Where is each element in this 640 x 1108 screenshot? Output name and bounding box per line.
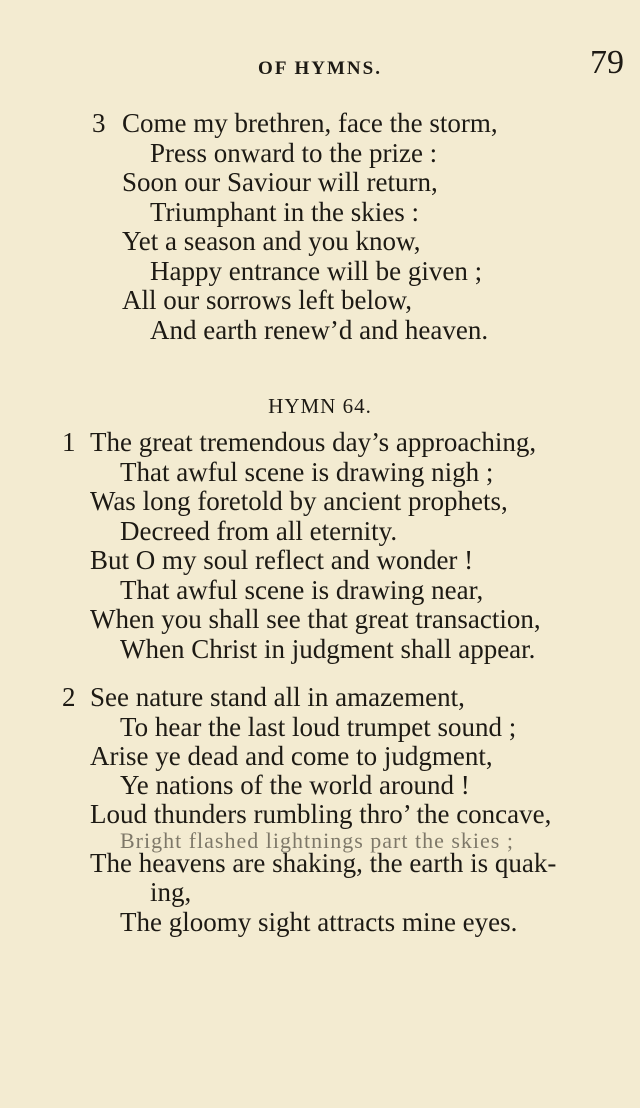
verse-line: See nature stand all in amazement, [90, 682, 465, 712]
verse-line: Loud thunders rumbling thro’ the concave, [90, 799, 552, 829]
stanza-line: Yet a season and you know, [122, 226, 421, 256]
stanza-line: Press onward to the prize : [150, 138, 438, 168]
verse-line: To hear the last loud trumpet sound ; [120, 712, 517, 742]
verse-number: 2 [62, 682, 76, 712]
verse-line: But O my soul reflect and wonder ! [90, 545, 474, 575]
verse-line: Bright flashed lightnings part the skies ; [120, 828, 514, 853]
verse-line: Ye nations of the world around ! [120, 770, 470, 800]
verse-number: 1 [62, 427, 76, 457]
hymn-title: HYMN 64. [268, 394, 372, 418]
stanza-line: Triumphant in the skies : [150, 197, 420, 227]
stanza-line: And earth renew’d and heaven. [150, 315, 489, 345]
verse-line: The gloomy sight attracts mine eyes. [120, 907, 518, 937]
verse-line: That awful scene is drawing nigh ; [120, 457, 494, 487]
stanza-line: Happy entrance will be given ; [150, 256, 483, 286]
verse-line: The great tremendous day’s approaching, [90, 427, 537, 457]
verse-line: When Christ in judgment shall appear. [120, 634, 536, 664]
verse-line: ing, [150, 877, 192, 907]
verse-line: The heavens are shaking, the earth is quak- [90, 848, 557, 878]
verse-line: Decreed from all eternity. [120, 516, 398, 546]
stanza-number: 3 [92, 108, 106, 138]
page-number: 79 [590, 44, 624, 81]
verse-line: When you shall see that great transaction, [90, 604, 541, 634]
stanza-line: Soon our Saviour will return, [122, 167, 438, 197]
running-title: OF HYMNS. [258, 58, 382, 79]
stanza-line: Come my brethren, face the storm, [122, 108, 498, 138]
verse-line: Arise ye dead and come to judgment, [90, 741, 493, 771]
stanza-line: All our sorrows left below, [122, 285, 412, 315]
verse-line: That awful scene is drawing near, [120, 575, 484, 605]
verse-line: Was long foretold by ancient prophets, [90, 486, 508, 516]
